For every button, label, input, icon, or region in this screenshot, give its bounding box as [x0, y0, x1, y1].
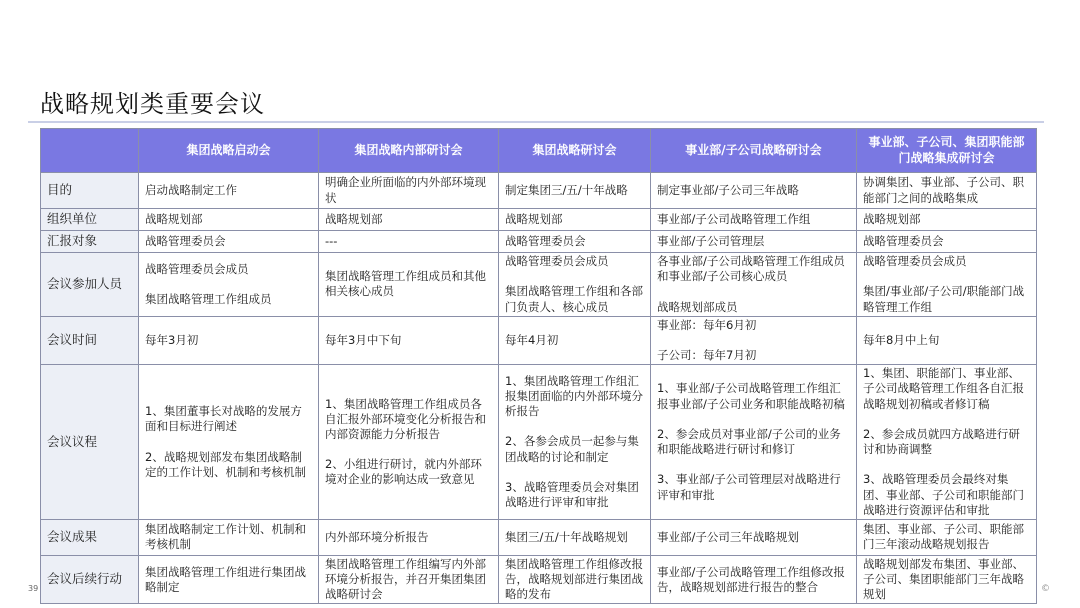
row-label: 会议议程: [41, 365, 139, 520]
table-cell: 事业部/子公司三年战略规划: [651, 519, 857, 555]
table-row: [41, 231, 1037, 253]
table-cell: 1、集团战略管理工作组成员各自汇报外部环境变化分析报告和内部资源能力分析报告 2、小组进行研讨，就内外部环境对企业的影响达成一致意见: [319, 365, 499, 520]
table-row: [41, 209, 1037, 231]
row-label: 组织单位: [41, 209, 139, 231]
meetings-table: [40, 128, 1037, 604]
table-row: [41, 316, 1037, 365]
table-cell: 集团战略管理工作组编写内外部环境分析报告，并召开集团集团战略研讨会: [319, 555, 499, 604]
table-cell: 战略管理委员会: [499, 231, 651, 253]
table-row: [41, 365, 1037, 520]
table-row: [41, 555, 1037, 604]
table-cell: 1、集团董事长对战略的发展方面和目标进行阐述 2、战略规划部发布集团战略制定的工作计划、机制和考核机制: [139, 365, 319, 520]
header-corner: [41, 129, 139, 173]
table-header-row: [41, 129, 1037, 173]
table-cell: 集团三/五/十年战略规划: [499, 519, 651, 555]
row-label: 会议后续行动: [41, 555, 139, 604]
table-cell: 协调集团、事业部、子公司、职能部门之间的战略集成: [857, 173, 1037, 209]
table-cell: 制定集团三/五/十年战略: [499, 173, 651, 209]
table-cell: 事业部/子公司战略管理工作组修改报告，战略规划部进行报告的整合: [651, 555, 857, 604]
table-cell: 战略管理委员会成员 集团/事业部/子公司/职能部门战略管理工作组: [857, 253, 1037, 317]
table-cell: 集团、事业部、子公司、职能部门三年滚动战略规划报告: [857, 519, 1037, 555]
table-cell: 集团战略管理工作组修改报告，战略规划部进行集团战略的发布: [499, 555, 651, 604]
table-cell: 内外部环境分析报告: [319, 519, 499, 555]
table-cell: 集团战略制定工作计划、机制和考核机制: [139, 519, 319, 555]
table-cell: 集团战略管理工作组成员和其他相关核心成员: [319, 253, 499, 317]
table-cell: 每年8月中上旬: [857, 316, 1037, 365]
row-label: 汇报对象: [41, 231, 139, 253]
table-cell: 事业部：每年6月初 子公司：每年7月初: [651, 316, 857, 365]
table-cell: 战略规划部: [857, 209, 1037, 231]
table-cell: 每年3月初: [139, 316, 319, 365]
table-cell: 战略管理委员会: [857, 231, 1037, 253]
column-header: 集团战略启动会: [139, 129, 319, 173]
page-number: 39: [28, 584, 39, 593]
table-cell: 战略管理委员会成员 集团战略管理工作组和各部门负责人、核心成员: [499, 253, 651, 317]
table-cell: 明确企业所面临的内外部环境现状: [319, 173, 499, 209]
table-cell: 制定事业部/子公司三年战略: [651, 173, 857, 209]
table-cell: 1、事业部/子公司战略管理工作组汇报事业部/子公司业务和职能战略初稿 2、参会成员对事业部/子公司的业务和职能战略进行研讨和修订 3、事业部/子公司管理层对战略进行评审和审批: [651, 365, 857, 520]
table-cell: 各事业部/子公司战略管理工作组成员和事业部/子公司核心成员 战略规划部成员: [651, 253, 857, 317]
column-header: 集团战略研讨会: [499, 129, 651, 173]
row-label: 会议时间: [41, 316, 139, 365]
table-cell: 战略管理委员会成员 集团战略管理工作组成员: [139, 253, 319, 317]
column-header: 集团战略内部研讨会: [319, 129, 499, 173]
table-cell: 战略管理委员会: [139, 231, 319, 253]
table-row: [41, 173, 1037, 209]
table-cell: 战略规划部: [499, 209, 651, 231]
row-label: 会议成果: [41, 519, 139, 555]
table-cell: ---: [319, 231, 499, 253]
row-label: 会议参加人员: [41, 253, 139, 317]
column-header: 事业部/子公司战略研讨会: [651, 129, 857, 173]
table-cell: 集团战略管理工作组进行集团战略制定: [139, 555, 319, 604]
table-cell: 事业部/子公司管理层: [651, 231, 857, 253]
column-header: 事业部、子公司、集团职能部门战略集成研讨会: [857, 129, 1037, 173]
table-cell: 每年3月中下旬: [319, 316, 499, 365]
table-cell: 1、集团、职能部门、事业部、子公司战略管理工作组各自汇报战略规划初稿或者修订稿 2、参会成员就四方战略进行研讨和协商调整 3、战略管理委员会最终对集团、事业部、子公司和职能部门战略进行资源评估和审批: [857, 365, 1037, 520]
table-cell: 启动战略制定工作: [139, 173, 319, 209]
table-row: [41, 519, 1037, 555]
row-label: 目的: [41, 173, 139, 209]
table-cell: 战略规划部: [139, 209, 319, 231]
copyright-mark: ©: [1041, 584, 1050, 594]
page-title: 战略规划类重要会议: [40, 90, 265, 118]
title-divider: [28, 121, 1044, 123]
table-cell: 每年4月初: [499, 316, 651, 365]
table-cell: 战略规划部发布集团、事业部、子公司、集团职能部门三年战略规划: [857, 555, 1037, 604]
table-cell: 战略规划部: [319, 209, 499, 231]
table-cell: 1、集团战略管理工作组汇报集团面临的内外部环境分析报告 2、各参会成员一起参与集团战略的讨论和制定 3、战略管理委员会对集团战略进行评审和审批: [499, 365, 651, 520]
table-row: [41, 253, 1037, 317]
table-cell: 事业部/子公司战略管理工作组: [651, 209, 857, 231]
